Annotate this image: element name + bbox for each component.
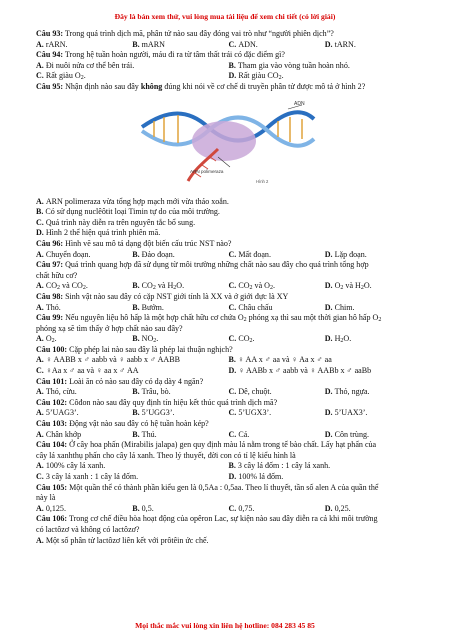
option-d: D. 5’UAX3’. bbox=[324, 408, 368, 418]
option-a: A. rARN. bbox=[36, 39, 68, 49]
options-103 bbox=[36, 430, 421, 441]
option-d: D. tARN. bbox=[324, 39, 356, 49]
option-b: B. Trâu, bò. bbox=[132, 387, 171, 397]
question-96: Câu 96: Hình vẽ sau mô tả dạng đột biến cấu trúc NST nào? bbox=[36, 238, 232, 248]
question-106: Câu 106: Trong cơ chế điều hòa hoạt động của opêron Lac, sự kiện nào sau đây diễn ra cả khi môi trường bbox=[36, 514, 378, 524]
option-a: A. $O_2$. bbox=[36, 334, 57, 345]
option-b: B. mARN bbox=[132, 39, 165, 49]
options-102 bbox=[36, 408, 421, 419]
question-97: Câu 97: Quá trình quang hợp đã sử dụng từ môi trường những chất nào sau đây cho quá trình tổng hợp bbox=[36, 260, 369, 270]
option-c: C. 3 cây lá xanh : 1 cây lá đốm. bbox=[36, 472, 139, 481]
hotline-banner: Mọi thắc mắc vui lòng xin liên hệ hotline: 084 283 45 85 bbox=[135, 621, 315, 630]
option-b: B. 0,5. bbox=[132, 503, 154, 513]
question-94: Câu 94: Trong hệ tuần hoàn người, máu đi ra từ tâm thất trái có đặc điểm gì? bbox=[36, 50, 285, 60]
option-b: B. ♀ AA x ♂ aa và ♀ Aa x ♂ aa bbox=[228, 355, 332, 365]
question-105: Câu 105: Một quần thể có thành phần kiểu gen là 0,5Aa : 0,5aa. Theo lí thuyết, tần số alen A của quần thể bbox=[36, 482, 379, 492]
question-106-cont: có lactôzơ và không có lactôzơ? bbox=[36, 524, 140, 534]
options-94-row1 bbox=[36, 61, 421, 72]
option-b: B. Bướm. bbox=[132, 302, 164, 312]
option-d: D. 0,25. bbox=[324, 503, 351, 513]
label-rna-polymerase: ARN polimeraza bbox=[190, 168, 224, 174]
question-104: Câu 104: Ở cây hoa phấn (Mirabilis jalapa) gen quy định màu lá nằm trong tế bào chất. Lấy hạt phấn của bbox=[36, 440, 377, 450]
question-98: Câu 98: Sinh vật nào sau đây có cặp NST giới tính là XX và ở giới đực là XY bbox=[36, 291, 289, 301]
option-c: C. Cá. bbox=[228, 429, 250, 439]
document-body bbox=[36, 29, 421, 546]
option-c: C. Dê, chuột. bbox=[228, 387, 272, 397]
option-c: C. $CO_2$ và $O_2$. bbox=[228, 281, 275, 292]
options-105 bbox=[36, 504, 421, 515]
options-97 bbox=[36, 281, 421, 292]
option-a: A. 0,125. bbox=[36, 503, 66, 513]
rna-polymerase-icon bbox=[192, 121, 256, 161]
option-d: D. $H_2O$. bbox=[324, 334, 352, 345]
option-d: D. Hình 2 thể hiện quá trình phiên mã. bbox=[36, 228, 161, 238]
option-d: D. Chim. bbox=[324, 302, 355, 312]
question-103: Câu 103: Động vật nào sau đây có hệ tuần hoàn kép? bbox=[36, 419, 209, 429]
option-b: B. 3 cây lá đốm : 1 cây lá xanh. bbox=[228, 461, 331, 471]
label-adn: ADN bbox=[294, 100, 305, 107]
option-b: B. $NO_2$. bbox=[132, 334, 159, 345]
preview-banner: Đây là bản xem thử, vui lòng mua tài liệu để xem chi tiết (có lời giải) bbox=[114, 12, 336, 21]
options-104-row1 bbox=[36, 461, 421, 472]
options-93 bbox=[36, 40, 421, 51]
option-d: D. $O_2$ và $H_2O$. bbox=[324, 281, 372, 292]
option-b: B. Đảo đoạn. bbox=[132, 249, 175, 259]
options-96 bbox=[36, 250, 421, 261]
option-d: D. ♀ AABb x ♂ aabb và ♀ AABb x ♂ aaBb bbox=[228, 366, 372, 376]
question-99: Câu 99: Nếu nguyên liệu hô hấp là một hợp chất hữu cơ chứa $O_2$ phóng xạ thì sau một thời gian hô hấp $O_2$ bbox=[36, 313, 382, 324]
option-c: C. Rất giàu $O_2$. bbox=[36, 71, 86, 82]
option-b: B. Thú. bbox=[132, 429, 157, 439]
question-105-cont: này là bbox=[36, 493, 56, 503]
question-102: Câu 102: Côđon nào sau đây quy định tín hiệu kết thúc quá trình dịch mã? bbox=[36, 397, 278, 407]
dna-transcription-diagram bbox=[138, 97, 318, 195]
figure-transcription bbox=[36, 93, 421, 197]
option-a: A. Một số phân tử lactôzơ liên kết với prôtêin ức chế. bbox=[36, 535, 209, 545]
option-a: A. ♀ AABB x ♂ aabb và ♀ aabb x ♂ AABB bbox=[36, 355, 180, 365]
options-100-row2 bbox=[36, 366, 421, 377]
option-d: D. Lặp đoạn. bbox=[324, 249, 367, 259]
option-d: D. Rất giàu $CO_2$. bbox=[228, 71, 284, 82]
option-a: A. ARN polimeraza vừa tổng hợp mạch mới vừa tháo xoắn. bbox=[36, 196, 229, 206]
option-c: C. $CO_2$. bbox=[228, 334, 255, 345]
question-number: Câu 93: bbox=[36, 29, 64, 38]
options-98 bbox=[36, 303, 421, 314]
option-a: A. Đi nuôi nửa cơ thể bên trái. bbox=[36, 60, 135, 70]
question-101: Câu 101: Loài ăn cỏ nào sau đây có dạ dày 4 ngăn? bbox=[36, 376, 204, 386]
option-a: A. 100% cây lá xanh. bbox=[36, 461, 106, 471]
option-c: C. 0,75. bbox=[228, 503, 255, 513]
question-text: Trong quá trình dịch mã, phân tử nào sau đây đóng vai trò như “người phiên dịch”? bbox=[63, 29, 334, 38]
option-b: B. Tham gia vào vòng tuần hoàn nhỏ. bbox=[228, 60, 350, 70]
option-d: D. Côn trùng. bbox=[324, 429, 370, 439]
option-a: A. $CO_2$ và $CO_2$. bbox=[36, 281, 88, 292]
figure-caption: Hình 2 bbox=[256, 178, 269, 184]
option-b: B. $CO_2$ và $H_2O$. bbox=[132, 281, 185, 292]
option-c: C. Mất đoạn. bbox=[228, 249, 271, 259]
question-100: Câu 100: Cặp phép lai nào sau đây là phép lai thuận nghịch? bbox=[36, 344, 233, 354]
option-a: A. 5’UAG3’. bbox=[36, 408, 79, 418]
option-a: A. Chuyển đoạn. bbox=[36, 249, 91, 259]
option-c: C. Quá trình này diễn ra trên nguyên tắc bổ sung. bbox=[36, 217, 196, 227]
options-101 bbox=[36, 387, 421, 398]
option-d: D. 100% lá đốm. bbox=[228, 472, 284, 481]
option-c: C. ADN. bbox=[228, 39, 258, 49]
option-a: A. Chân khớp bbox=[36, 429, 82, 439]
options-99 bbox=[36, 334, 421, 345]
options-100-row1 bbox=[36, 355, 421, 366]
option-b: B. Có sử dụng nuclêôtit loại Timin tự do của môi trường. bbox=[36, 207, 220, 217]
option-a: A. Thỏ, cừu. bbox=[36, 387, 77, 397]
option-c: C. 5’UGX3’. bbox=[228, 408, 272, 418]
question-99-cont: phóng xạ sẽ tìm thấy ở hợp chất nào sau đây? bbox=[36, 323, 183, 333]
question-104-cont: cây lá xanhthụ phấn cho cây lá xanh. Theo lý thuyết, đời con có tỉ lệ kiểu hình là bbox=[36, 450, 296, 460]
option-c: C. Châu chấu bbox=[228, 302, 273, 312]
question-97-cont: chất hữu cơ? bbox=[36, 270, 78, 280]
option-d: D. Thỏ, ngựa. bbox=[324, 387, 370, 397]
option-a: A. Thỏ. bbox=[36, 302, 61, 312]
question-95: Câu 95: Nhận định nào sau đây không đúng khi nói về cơ chế di truyền phân tử được mô tả ở hình 2? bbox=[36, 81, 366, 91]
option-b: B. 5’UGG3’. bbox=[132, 408, 175, 418]
options-104-row2 bbox=[36, 472, 421, 483]
options-94-row2 bbox=[36, 71, 421, 82]
option-c: C. ♀Aa x ♂ aa và ♀ aa x ♂ AA bbox=[36, 366, 139, 376]
question-93 bbox=[36, 29, 421, 40]
